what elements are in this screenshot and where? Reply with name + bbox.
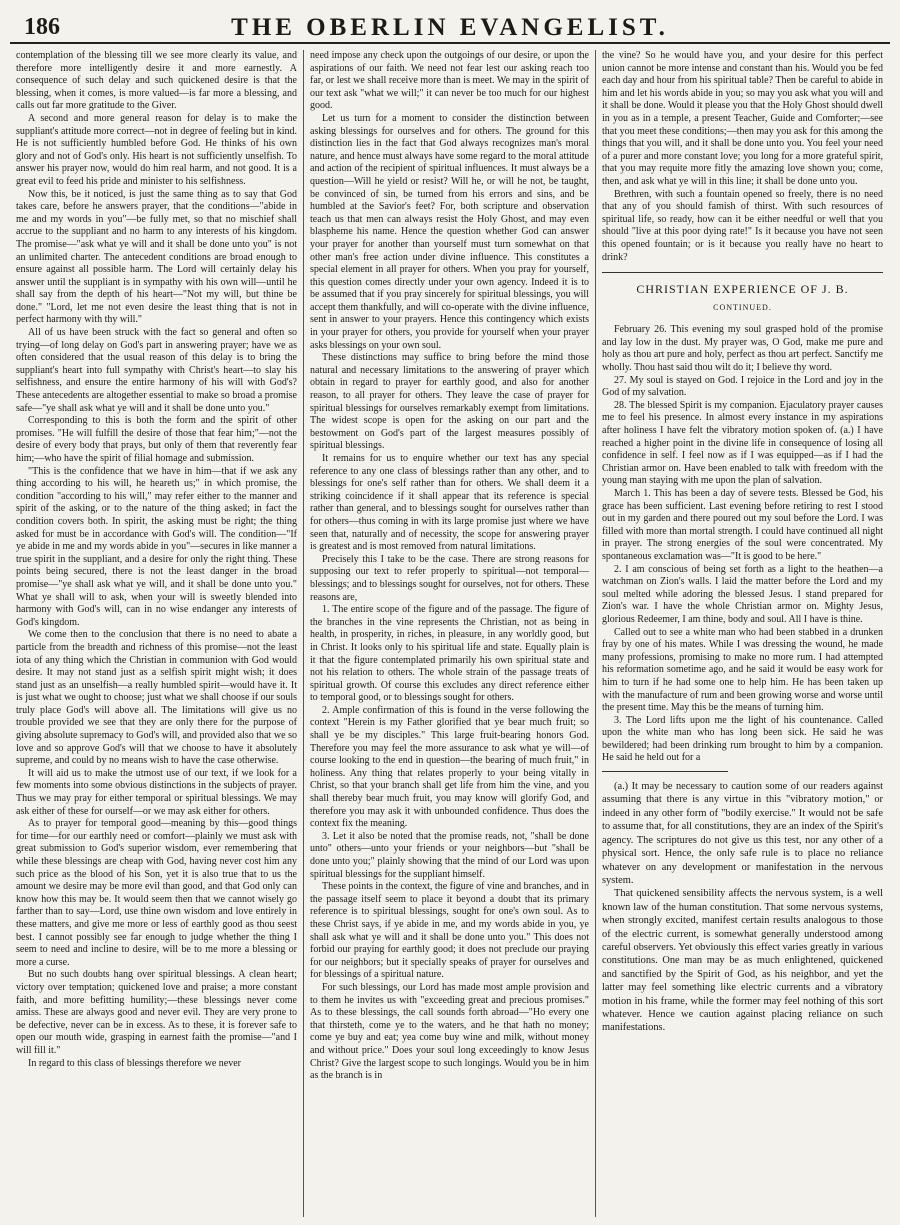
column-middle [303,50,596,1217]
footnote-divider [602,771,728,772]
journal-title: THE OBERLIN EVANGELIST. [231,14,669,41]
paragraph: In regard to this class of blessings therefore we never [28,1057,241,1069]
paragraph: need impose any check upon the outgoings of our desire, or upon the aspirations of our faith. We need not fear lest our asking reach too far, or lest we shall receive more than is meet. We may in the spirit of our text ask "what we will;" it can never be too much for our highest good. [310,50,589,112]
paragraph: That quickened sensibility affects the nervous system, is a well known law of the human constitution. That some nervous systems, when strongly excited, manifest certain results analogous to those of the electric current, is somewhat generally understood among careful observers. Yet obviously this effect varies greatly in various constitutions. One man may be as much enlightened, quickened and sanctified by the Spirit of God, as his neighbor, and yet the latter may feel something like electric currents and a vibratory motion in his frame, while the former may feel nothing of this sort whatever. Hence we caution against placing reliance on such manifestations. [602,888,883,1034]
section-divider [602,272,883,273]
diary-entries [602,324,883,765]
column-left [10,50,303,1217]
paragraph: Let us turn for a moment to consider the distinction between asking blessings for ourselves and for others. The ground for this distinction lies in the fact that God always recognizes man's moral nature, and hence must always have some regard to the moral attitude and action of the recipient of spiritual influences. It must always be a question—Will he yield or resist? Will he, or will he not, be taught, be convinced of sin, be turned from his errors and sins, and be humbled at the Savior's feet? For, both scripture and observation teach us that men can always resist the Holy Ghost, and may even blaspheme his name. Hence the question whether God can answer your prayer for another than yourself must turn somewhat on that other man's free action under divine influence. This constitutes a special element in all prayer for others. When you pray for yourself, this question comes directly under your own agency. Indeed it is to be assumed that if you pray sincerely for spiritual blessings, you will accept them thankfully, and will co-operate with the divine influence, sent in answer to your prayers. Hence this contingency which exists in your prayer for others, you provide for yourself when your prayer asks blessings on your own soul. [310,112,589,351]
sermon-conclusion [602,50,883,264]
paragraph: February 26. This evening my soul grasped hold of the promise and lay low in the dust. My prayer was, O God, make me pure and holy as thou art pure and holy, perfect as thou art perfect. Sanctify me wholly. Thou hast said thou wilt do it; I believe thy word. [602,324,883,374]
paragraph: Corresponding to this is both the form and the spirit of other promises. "He will fulfill the desire of those that fear him;"—not the desire of every body that prays, but only of them that reverently fear him;—who have the spirit of filial homage and submission. [16,415,297,464]
paragraph: All of us have been struck with the fact so general and often so trying—of long delay on God's part in answering prayer; have we as often considered that the usual reason of this delay is to bring the suppliant's heart into full sympathy with Christ's heart—to slay his selfishness, and ensure the entire harmony of his will with God's? These antecedents are altogether essential to make so broad a promise safe—"ye shall ask what ye will and it shall be done unto you." [16,327,297,414]
page-number: 186 [24,14,60,40]
column-right [596,50,889,1217]
paragraph: We come then to the conclusion that there is no need to abate a particle from the breadth and richness of this promise—not the least iota of any thing which the Christian in communion with God would desire. It may not stand just as a selfish spirit might wish; it does stand just as an unselfish—a really humbled spirit—would have it. It is just what we ought to choose; just what we shall choose if our souls truly place God's will above all. The limitations will give us no trouble provided we see that they are only there for the purpose of giving absolute supremacy to God's will, and provided also that we so love and so approve God's will that we choose to have it absolutely supreme, and could by no means wish to have the case otherwise. [16,629,297,767]
paragraph: March 1. This has been a day of severe tests. Blessed be God, his grace has been sufficient. Last evening before retiring to rest I stood out in my garden and there poured out my soul before the Lord. I was filled with more than mortal strength. I could have continued all night in prayer. The strong energies of the soul were concentrated. My spontaneous exclamation was—"It is good to be here." [602,488,883,562]
paragraph: It remains for us to enquire whether our text has any special reference to any one class of blessings rather than any other, and to blessings for one's self rather than for others. We shall deem it a striking coincidence if it shall appear that its reference is special rather than general, and to blessings sought for ourselves rather than for others—thus coming in with its large promise just where we have seen that, naturally and of necessity, the scope for answering prayer is greatest and is most removed from natural limitations. [310,453,589,553]
paragraph: For such blessings, our Lord has made most ample provision and to them he invites us with "exceeding great and precious promises." As to these blessings, the call sounds forth abroad—"Ho every one that thirsteth, come ye to the waters, and he that hath no money; come ye buy and eat; yea come buy wine and milk, without money and without price." Does your soul long exceedingly to know Jesus Christ? Give the largest scope to such longings. Would you be in him as the branch is in [310,981,589,1082]
paragraph: 2. Ample confirmation of this is found in the verse following the context "Herein is my Father glorified that ye bear much fruit; so shall ye be my disciples." This large fruit-bearing honors God. Therefore you may feel the more assurance to ask what ye will—of course looking to the end in question—the bearing of much fruit," in holiness. Any thing that relates properly to your being vitally in Christ, so that your branch shall get life from him the vine, and you shall thereby bear much fruit, you may know will glorify God, and therefore you may ask it with unbounded confidence. Thus does the context fix the meaning. [310,704,589,830]
paragraph: Precisely this I take to be the case. There are strong reasons for supposing our text to refer properly to spiritual—not temporal—blessings; and to blessings sought for ourselves, not for others. These reasons are, [310,553,589,603]
paragraph: These points in the context, the figure of vine and branches, and in the passage itself seem to place it beyond a doubt that its primary reference is to spiritual blessings, sought for one's own soul. As to these Christ says, if ye abide in me, and my words abide in you, ye shall ask what ye will and it shall be done unto you." This does not forbid our praying for earthly good; it does not preclude our praying for our neighbors; but it specially speaks of prayer for ourselves and for blessings of a spiritual nature. [310,881,589,981]
section-subtitle: CONTINUED. [713,302,772,312]
section-title: CHRISTIAN EXPERIENCE OF J. B. [636,282,849,297]
paragraph: Now this, be it noticed, is just the same thing as to say that God takes care, before he answers prayer, that the conditions—"abide in me and my words in you"—be fully met, so that no mischief shall accrue to the suppliant and no harm to any interests of his kingdom. The promise—"ask what ye will and it shall be done unto you" is not an unlimited charter. The antecedent conditions are broad enough to ensure against all possible harm. The Lord will certainly delay his answer until the suppliant is in sympathy with his own will—until he shall say from the depth of his heart—"Not my will, but thine be done." "Lord, let me not even desire the least thing that is not in perfect harmony with thy will." [16,188,297,326]
page-header [10,12,890,44]
paragraph: A second and more general reason for delay is to make the suppliant's attitude more correct—not in degree of feeling but in kind. He is not sufficiently humbled before God. He thinks of his own glory and not of God's only. His heart is not sufficiently unselfish. To answer his prayer now, would do him real harm, and not good. It is a great evil to feed his pride and minister to his selfishness. [16,112,297,187]
footnote [602,780,883,1035]
article-columns [10,50,890,1217]
paragraph: 27. My soul is stayed on God. I rejoice in the Lord and joy in the God of my salvation. [602,374,883,399]
paragraph: But no such doubts hang over spiritual blessings. A clean heart; victory over temptation; quickened love and praise; a more constant faith, and more befitting humility;—these blessings never come amiss. These are always good and never evil. They are very prone to be defective, never can be in excess. As to these, it is forever safe to open our mouth wide, grasping in earnest faith the promise—"and I will fill it." [16,969,297,1056]
paragraph: It will aid us to make the utmost use of our text, if we look for a few moments into some obvious distinctions in the subjects of prayer. Thus we may pray for either temporal or spiritual blessings. We may ask either of these for ourself—or we may ask either for others. [16,767,297,817]
paragraph: (a.) It may be necessary to caution some of our readers against assuming that there is any virtue in this "vibratory motion," or indeed in any other form of "bodily exercise." It would not be safe to assume that, for all constitutions, they are an index of the Spirit's agency. The scriptures do not give us this test, nor any other of a physical sort. Hence, the only safe rule is to place no reliance whatever on any development or manifestation in the nervous system. [602,781,883,886]
paragraph: "This is the confidence that we have in him—that if we ask any thing according to his will, he heareth us;" in which promise, the condition "according to his will," may refer either to the manner and spirit of the asking, or to the nature of the thing asked; in fact the condition covers both. In spirit, the asking must be right; the thing asked for must be in accordance with God's will. The condition—"If ye abide in me and my words abide in you"—secures in like manner a true spirit in the suppliant, and a desire for only the right thing. These points being secured, there is not the least danger in the broad promise—"ye shall ask what ye will, and it shall be done unto you." What ye shall will to ask, when your will is sweetly blended into harmony with God's will, can in no wise endanger any interests of God's kingdom. [16,465,297,628]
paragraph: 3. Let it also be noted that the promise reads, not, "shall be done unto" others—unto your friends or your neighbors—but "shall be done unto you;" plainly showing that the mind of our Lord was upon spiritual blessings for the suppliant himself. [310,830,589,880]
paragraph: These distinctions may suffice to bring before the mind those natural and necessary limitations to the answering of prayer which obtain in regard to prayer for earthly good, and also for another reason, to all prayer for others. They leave the case of prayer for spiritual blessings for ourselves remarkably exempt from limitations. The widest scope is open for the asking on our part and the bestowment on God's part of the largest measures possibly of spiritual blessings. [310,352,589,452]
paragraph: contemplation of the blessing till we see more clearly its value, and therefore more intelligently desire it and more earnestly. A consequence of such delay and such quickened desire is that the blessing, when it comes, is more valued—is far more a blessing, and calls out far more gratitude to the Giver. [16,50,297,112]
paragraph: 2. I am conscious of being set forth as a light to the heathen—a watchman on Zion's walls. I laid the matter before the Lord and my soul melted while adoring the blessed Jesus. I stand prepared for Zion's war. I have the whole Christian armor on. Mighty Jesus, glorious Redeemer, I am thine, body and soul. All I have is thine. [602,563,883,625]
newspaper-page [10,12,890,1217]
paragraph: 28. The blessed Spirit is my companion. Ejaculatory prayer causes me to feel his presence. In almost every instance in my aspirations after holiness I have felt the vibratory motion spoken of. (a.) I have reached a higher point in the divine life in consequence of losing all confidence in self. I feel now as if I was equipped—as if I had the Christian armor on. Have been enabled to talk with freedom with the young man staying with me upon the plan of salvation. [602,399,883,487]
paragraph: the vine? So he would have you, and your desire for this perfect union cannot be more intense and constant than his. Would you be fed each day and hour from his spiritual table? Then be careful to abide in him and let his words abide in you; so may you ask what you will and it shall be done. Would it please you that the Holy Ghost should dwell in you as in a temple, a present Teacher, Guide and Comforter;—see that you meet these conditions;—then may you ask for this among the things that you will, and it shall be done unto you. You feel your need of a purer and more constant love; you long for a more grateful spirit, that you may requite more fitly the amazing love shown you; come, then, and ask what ye will in this line; it shall be done unto you. [602,50,883,187]
paragraph: As to prayer for temporal good—meaning by this—good things for time—for our earthly need or comfort—plainly we must ask with great submission to God's superior wisdom, ever remembering that while these blessings are cheap with God, having never cost him any such price as the blood of his Son, yet it is also true that to us the amount we desire may be more evil than good, and that God only can know how this may be. It would seem then that we cannot wisely go farther than to say—Lord, use thine own wisdom and love entirely in these matters, and give me more or less of earthly good as thou seest best. I cannot possibly see far enough to judge whether the thing I seem to need and incline to desire, will be to me more a blessing or more a curse. [16,818,297,968]
paragraph: Brethren, with such a fountain opened so freely, there is no need that any of you should famish of thirst. With such resources of spiritual life, so ready, how can it be either needful or well that you should "live at this poor dying rate!" Is it because you have not seen this opened fountain; or is it because you really have no heart to drink? [602,188,883,263]
paragraph: 3. The Lord lifts upon me the light of his countenance. Called upon the white man who has long been sick. He said he was bewildered; had been drinking rum brought to him by a companion. He said he held out for a [602,714,883,764]
paragraph: Called out to see a white man who had been stabbed in a drunken fray by one of his mates. While I was dressing the wound, he made many professions, promising to make no more rum. I had attempted his reformation sometime ago, and he said it would be easy work for him to turn if he had some one to help him. He has been taken up with the manufacture of rum and been growing worse and worse until the present time. May this be the means of turning him. [602,626,883,714]
paragraph: 1. The entire scope of the figure and of the passage. The figure of the branches in the vine represents the Christian, not as being in health, in prosperity, in riches, in pleasure, in any worldly good, but in Christ. It looks only to his spiritual life and state. Equally plain is it that the figure contemplated primarily his own spiritual state and not his relation to others. The whole strain of the passage treats of spiritual growth. Of course this excludes any direct reference either to temporal good, or to blessings sought for others. [310,604,589,704]
